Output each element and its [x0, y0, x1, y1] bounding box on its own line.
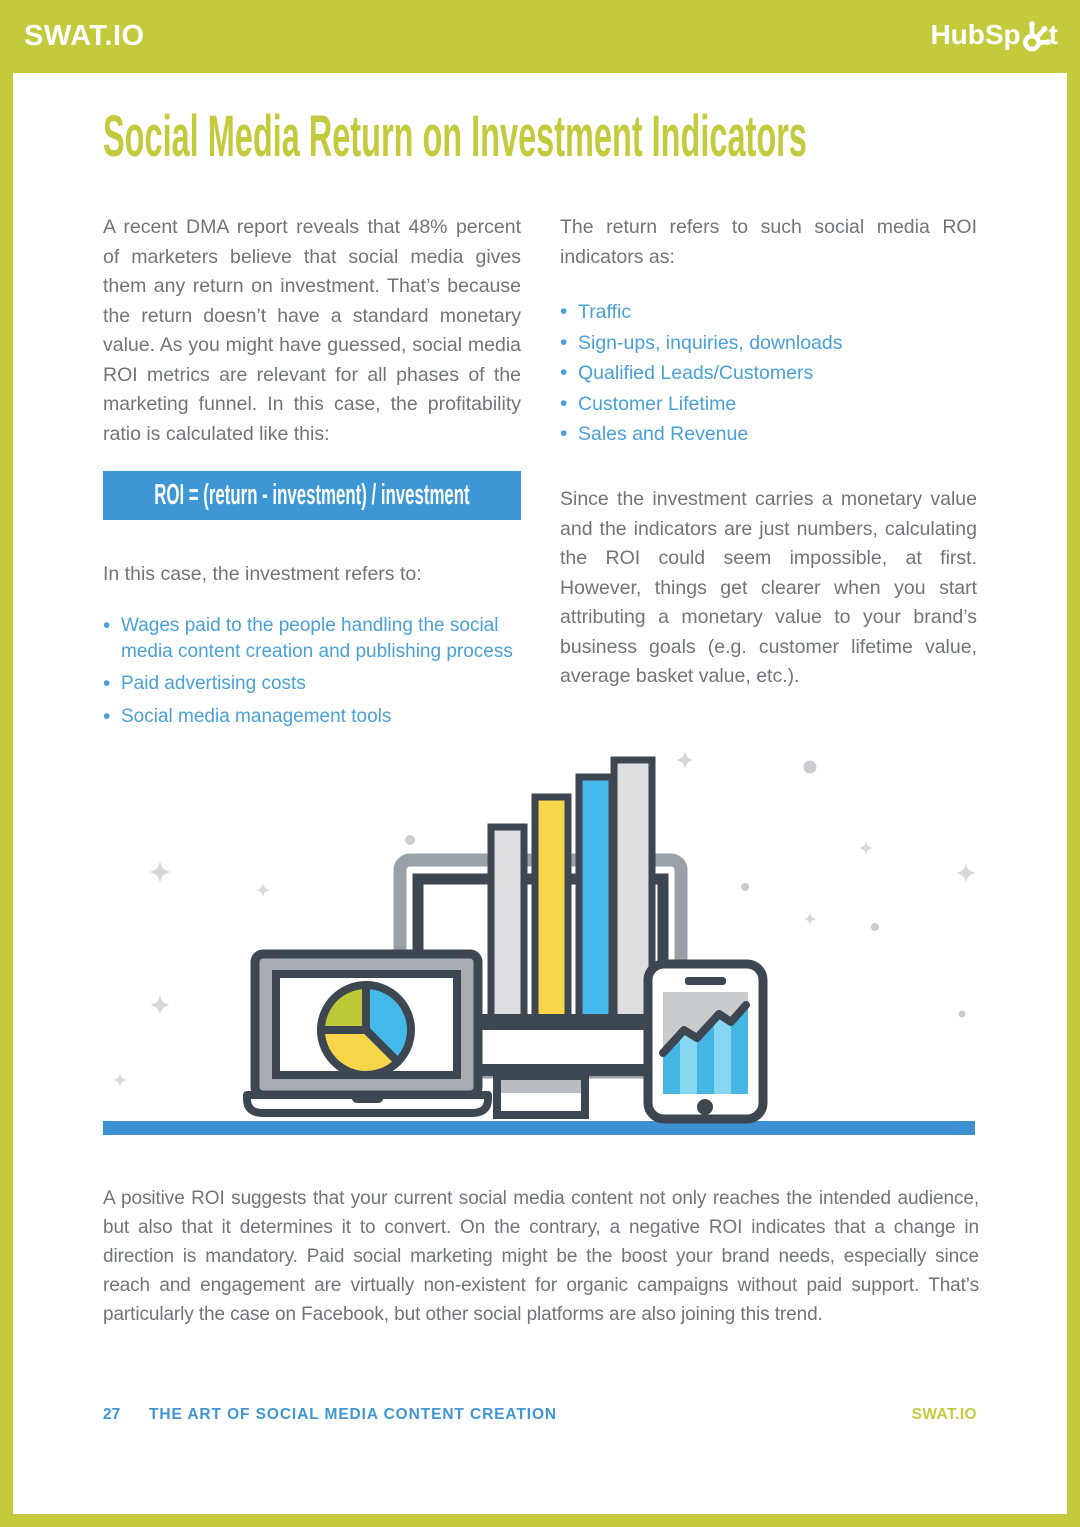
bullet-icon: [560, 328, 578, 359]
roi-formula-box: [103, 471, 521, 520]
bullet-icon: [103, 671, 121, 698]
bullet-icon: [560, 389, 578, 420]
list-item: • Social media management tools: [103, 704, 527, 731]
list-item: • Wages paid to the people handling the social media content creation and publishing process: [103, 613, 527, 665]
list-item: • Traffic: [560, 297, 843, 328]
list-item: • Qualified Leads/Customers: [560, 358, 843, 389]
investment-list: [103, 613, 527, 737]
pie-chart-icon: [321, 985, 411, 1075]
footer-book-title: THE ART OF SOCIAL MEDIA CONTENT CREATION: [149, 1406, 557, 1423]
return-indicators-paragraph: The return refers to such social media ROI indicators as:: [560, 216, 977, 268]
bar-chart-icon: [491, 760, 652, 1022]
devices-analytics-illustration: [100, 742, 980, 1140]
monetary-value-paragraph: Since the investment carries a monetary value and the indicators are just numbers, calculating the ROI could seem impossible, at first. However, things get clearer when you start attributing a monetary value to your brand’s business goals (e.g. customer lifetime value, average basket value, etc.).: [560, 488, 977, 687]
swatio-logo: SWAT.IO: [24, 20, 145, 52]
roi-indicators-list: [560, 297, 843, 450]
phone-icon: [648, 964, 763, 1119]
list-item: • Paid advertising costs: [103, 671, 527, 698]
home-button-icon: [697, 1099, 713, 1115]
bullet-icon: [103, 704, 121, 731]
page-number: 27: [103, 1406, 121, 1423]
list-item: • Customer Lifetime: [560, 389, 843, 420]
bullet-icon: [103, 613, 121, 665]
roi-formula-text: ROI = (return - investment) / investment: [154, 479, 470, 511]
intro-paragraph: A recent DMA report reveals that 48% percent of marketers believe that social media gives them any return on investment. That’s because the return doesn’t have a standard monetary value. As you might have guessed, social media ROI metrics are relevant for all phases of the marketing funnel. In this case, the profitability ratio is calculated like this:: [103, 216, 521, 445]
conclusion-paragraph: A positive ROI suggests that your current social media content not only reaches the intended audience, but also that it determines it to convert. On the contrary, a negative ROI indicates that a change in direction is mandatory. Paid social marketing might be the boost your brand needs, especially since reach and engagement are virtually non-existent for organic campaigns without paid support. That’s particularly the case on Facebook, but other social platforms are also joining this trend.: [103, 1188, 979, 1325]
bullet-icon: [560, 297, 578, 328]
hubspot-logo-text-post: t: [1048, 19, 1058, 50]
hubspot-sprocket-icon: [1020, 19, 1051, 52]
bullet-icon: [560, 419, 578, 450]
hubspot-logo: [930, 19, 1058, 51]
hubspot-logo-text-pre: HubSp: [930, 19, 1021, 50]
list-item: • Sales and Revenue: [560, 419, 843, 450]
page-title: Social Media Return on Investment Indicators: [103, 104, 807, 169]
investment-intro: In this case, the investment refers to:: [103, 563, 422, 585]
ground-line: [103, 1121, 975, 1135]
laptop-icon: [247, 954, 488, 1113]
bullet-icon: [560, 358, 578, 389]
footer-brand: SWAT.IO: [911, 1406, 977, 1423]
list-item: • Sign-ups, inquiries, downloads: [560, 328, 843, 359]
